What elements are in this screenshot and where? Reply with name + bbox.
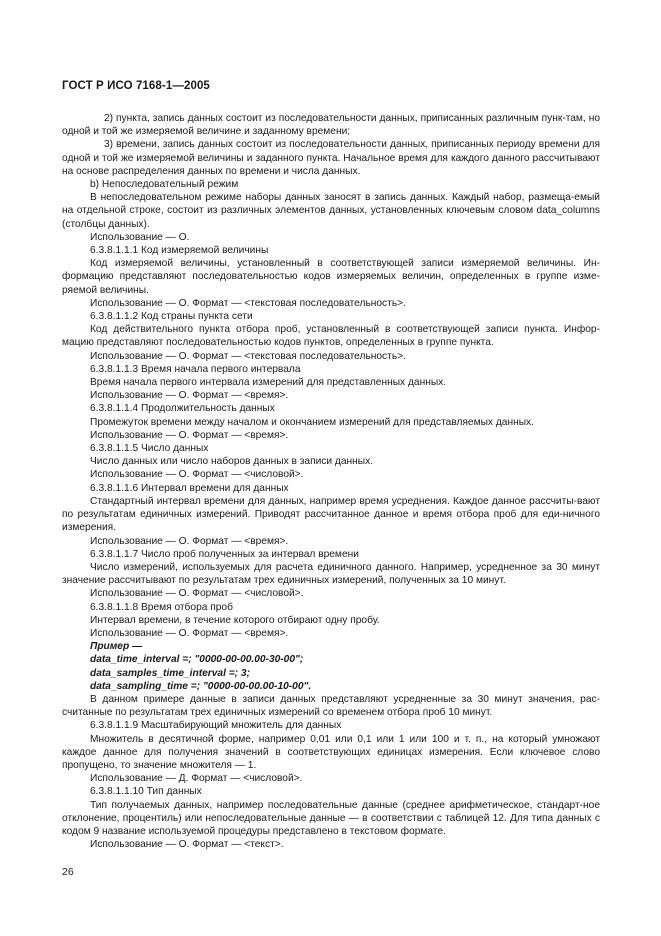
paragraph: Использование — О. Формат — <текст>. (90, 839, 284, 851)
paragraph: Использование — О. Формат — <текстовая последовательность>. (90, 297, 406, 309)
paragraph: Использование — Д. Формат — <числовой>. (90, 773, 303, 785)
paragraph: Тип получаемых данных, например последовательные данные (среднее арифметическое, стандарт-ное отклонение, процентиль) или непоследовательные данные — в соответствии с таблицей 12. Для типа данных с кодом 9 название используемой процедуры представлено в текстовом формате. (62, 799, 600, 837)
paragraph: data_sampling_time =; "0000-00-00.00-10-00". (90, 680, 312, 692)
paragraph: 6.3.8.1.1.9 Масштабирующий множитель для данных (90, 720, 342, 732)
paragraph: 3) времени, запись данных состоит из последовательности данных, приписанных периоду времени для одной и той же измеряемой величины и заданного пункта. Начальное время для каждого данного рассчитывают на основе распределения данных по времени и числа данных. (62, 139, 600, 177)
paragraph: Множитель в десятичной форме, например 0,01 или 0,1 или 1 или 100 и т. п., на который умножают каждое данное для получения значений в соответствующих единицах измерения. Если ключевое слово пропущено, то значение множителя — 1. (62, 733, 600, 771)
paragraph: Промежуток времени между началом и окончанием измерений для представляемых данных. (90, 416, 534, 428)
page-number: 26 (62, 866, 74, 878)
paragraph: 6.3.8.1.1.3 Время начала первого интервала (90, 363, 301, 375)
paragraph: Код действительного пункта отбора проб, установленный в соответствующей записи пункта. Инфор-мацию представляют последовательностью кодов пунктов, определенных в группе пункта. (62, 324, 600, 349)
paragraph: 6.3.8.1.1.4 Продолжительность данных (90, 403, 275, 415)
document-body (62, 112, 600, 851)
paragraph: Использование — О. Формат — <числовой>. (90, 469, 304, 481)
paragraph: Использование — О. Формат — <время>. (90, 535, 289, 547)
paragraph: Использование — О. Формат — <время>. (90, 390, 289, 402)
paragraph: Число измерений, используемых для расчета единичного данного. Например, усредненное за 30 минут значение рассчитывают по результатам трех единичных измерений, полученных за 10 минут. (62, 561, 600, 587)
paragraph: Интервал времени, в течение которого отбирают одну пробу. (90, 614, 380, 626)
paragraph: Использование — О. Формат — <время>. (90, 429, 289, 441)
paragraph: 6.3.8.1.1.2 Код страны пункта сети (90, 311, 253, 323)
paragraph: Время начала первого интервала измерений для представленных данных. (90, 377, 447, 389)
paragraph: Стандартный интервал времени для данных, например время усреднения. Каждое данное рассчиты-вают по результатам единичных измерений. Приводят рассчитанное данное и время отбора проб для еди-ничного измерения. (62, 495, 600, 534)
paragraph: 6.3.8.1.1.7 Число проб полученных за интервал времени (90, 548, 359, 560)
paragraph: Использование — О. Формат — <текстовая последовательность>. (90, 350, 406, 362)
paragraph: Пример — (90, 641, 143, 653)
paragraph: data_samples_time_interval =; 3; (90, 667, 250, 679)
paragraph: 6.3.8.1.1.8 Время отбора проб (90, 601, 233, 613)
paragraph: Число данных или число наборов данных в записи данных. (90, 456, 374, 468)
paragraph: Код измеряемой величины, установленный в соответствующей записи измеряемой величины. Ин-формацию представляют последовательностью кодов измеряемых величин, определенных в группе изме-ряемой величины. (62, 258, 600, 296)
paragraph: Использование — О. Формат — <время>. (90, 627, 289, 639)
paragraph: 6.3.8.1.1.6 Интервал времени для данных (90, 482, 289, 494)
paragraph: data_time_interval =; "0000-00-00.00-30-00"; (90, 654, 304, 666)
paragraph: 2) пункта, запись данных состоит из последовательности данных, приписанных различным пунк-там, но одной и той же измеряемой величине и заданному времени; (62, 113, 600, 138)
paragraph: В данном примере данные в записи данных представляют усредненные за 30 минут значения, рас-считанные по результатам трех единичных измерений со временем отбора проб 10 минут. (62, 693, 600, 719)
paragraph: В непоследовательном режиме наборы данных заносят в запись данных. Каждый набор, размеща-емый на отдельной строке, состоит из различных элементов данных, установленных ключевым словом data_columns (столбцы данных). (62, 192, 600, 230)
paragraph: 6.3.8.1.1.1 Код измеряемой величины (90, 245, 269, 257)
paragraph: Использование — О. Формат — <числовой>. (90, 588, 304, 600)
document-header: ГОСТ Р ИСО 7168-1—2005 (62, 80, 210, 92)
paragraph: 6.3.8.1.1.5 Число данных (90, 443, 209, 455)
paragraph: b) Непоследовательный режим (90, 179, 239, 191)
paragraph: Использование — О. (90, 231, 190, 243)
paragraph: 6.3.8.1.1.10 Тип данных (90, 786, 202, 798)
